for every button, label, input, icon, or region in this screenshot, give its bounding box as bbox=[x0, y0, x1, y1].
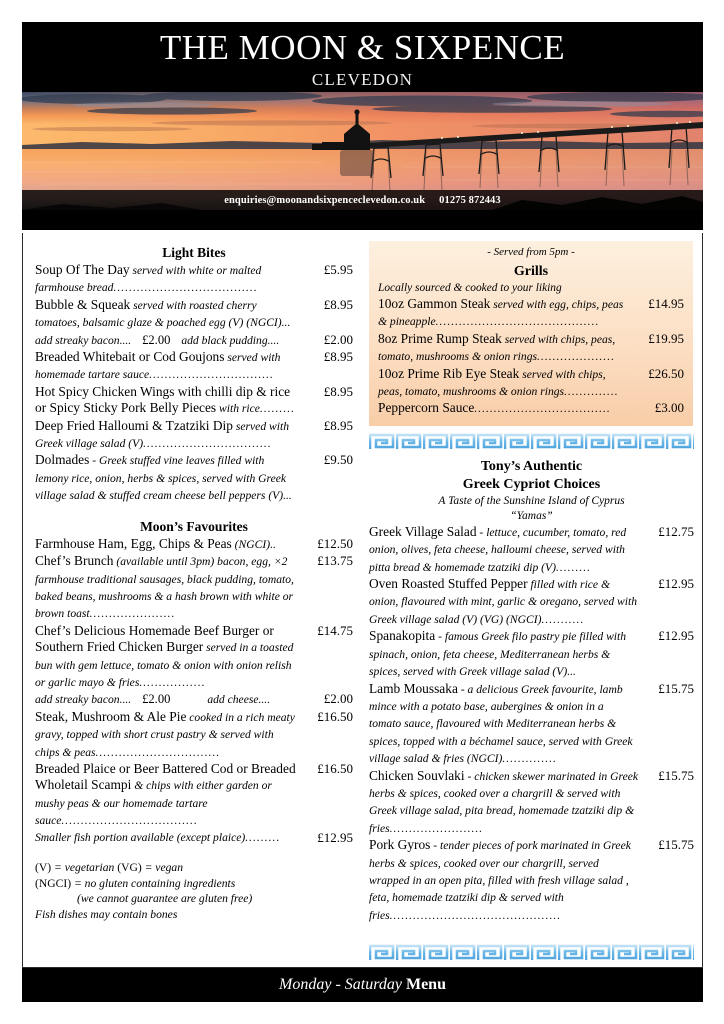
leader-dots: ........... bbox=[541, 612, 585, 626]
item-price: £26.50 bbox=[648, 365, 684, 381]
greek-subtitle-2: “Yamas” bbox=[510, 509, 553, 522]
legend-vg-code: (VG) bbox=[117, 861, 142, 874]
legend-ngci-code: (NGCI) bbox=[35, 876, 72, 890]
menu-item bbox=[369, 837, 694, 924]
item-desc: served with chips, peas, tomato, mushrooms & onion rings bbox=[378, 367, 606, 399]
footer-label: Menu bbox=[405, 976, 446, 993]
item-price: £15.75 bbox=[658, 837, 694, 853]
leader-dots: .......................................... bbox=[435, 315, 600, 329]
item-name: Breaded Plaice or Beer Battered Cod or Breaded Wholetail Scampi bbox=[35, 760, 296, 793]
item-name: Dolmades bbox=[35, 452, 90, 468]
legend-vg-text: = vegan bbox=[141, 861, 183, 874]
item-desc: - tender pieces of pork marinated in Greek herbs & spices, cooked over our chargrill, served wrapped in an open pita, filled with fresh village salad , feta, homemade tzatziki dip & served with fries bbox=[369, 839, 631, 922]
legend-v-text: = vegetarian bbox=[51, 861, 118, 874]
item-desc: - famous Greek filo pastry pie filled with spinach, onion, feta cheese, Mediterranean herbs & spices, served with Greek village salad (V)... bbox=[369, 630, 627, 679]
item-name: Breaded Whitebait or Cod Goujons bbox=[35, 349, 225, 365]
item-name: Soup Of The Day bbox=[35, 262, 130, 277]
contact-bar bbox=[22, 190, 703, 210]
item-price: £12.50 bbox=[317, 535, 353, 551]
greek-key-divider-top bbox=[363, 426, 702, 452]
menu-item bbox=[378, 366, 684, 401]
leader-dots: ......... bbox=[555, 560, 592, 574]
menu-item bbox=[378, 331, 684, 366]
leader-dots: ........................ bbox=[389, 821, 484, 835]
item-desc: & chips with either garden or mushy peas & our homemade tartare sauce bbox=[35, 779, 272, 828]
item-name: Steak, Mushroom & Ale Pie bbox=[35, 708, 187, 724]
item-name: Spanakopita bbox=[369, 628, 436, 644]
menu-item bbox=[369, 628, 694, 680]
item-desc: (available until 3pm) bacon, egg, ×2 farmhouse traditional sausages, black pudding, tomato, baked beans, mushrooms & a hash brown with white or brown toast bbox=[35, 555, 294, 621]
section-heading-grills: Grills bbox=[513, 264, 549, 279]
menu-item bbox=[378, 296, 684, 331]
title-zone bbox=[22, 22, 703, 92]
item-name: Bubble & Squeak bbox=[35, 296, 131, 312]
item-price: £8.95 bbox=[323, 349, 353, 365]
page-subtitle: CLEVEDON bbox=[311, 70, 414, 89]
legend-line-4: Fish dishes may contain bones bbox=[35, 907, 178, 921]
greek-cypriot-section bbox=[363, 452, 702, 924]
item-price: £3.00 bbox=[654, 400, 684, 416]
item-price: £16.50 bbox=[317, 760, 353, 776]
item-desc: served with Greek village salad (V) bbox=[35, 419, 289, 451]
item-name: Deep Fried Halloumi & Tzatziki Dip bbox=[35, 417, 233, 433]
item-name: Greek Village Salad bbox=[369, 523, 477, 539]
addon-bacon-label: add streaky bacon.... bbox=[35, 333, 132, 347]
legend-line-3: (we cannot guarantee are gluten free) bbox=[77, 892, 253, 905]
item-price: £8.95 bbox=[323, 296, 353, 312]
item-desc: (NGCI).. bbox=[231, 537, 276, 551]
menu-item bbox=[35, 297, 353, 349]
item-name: Peppercorn Sauce bbox=[378, 400, 475, 416]
item-price: £14.75 bbox=[317, 622, 353, 638]
menu-item bbox=[35, 418, 353, 453]
smaller-portion-price: £12.95 bbox=[317, 829, 353, 845]
menu-item bbox=[35, 623, 353, 709]
item-desc: with rice bbox=[216, 402, 260, 416]
grills-box bbox=[369, 241, 693, 426]
addon-pudding-label: add black pudding.... bbox=[181, 333, 280, 347]
page-title: THE MOON & SIXPENCE bbox=[159, 28, 566, 67]
item-price: £5.95 bbox=[323, 262, 353, 277]
menu-item bbox=[369, 681, 694, 768]
greek-meander-icon bbox=[369, 943, 694, 961]
leader-dots: ......... bbox=[245, 830, 281, 844]
menu-footer bbox=[22, 968, 703, 1002]
item-name: Pork Gyros bbox=[369, 837, 431, 853]
item-name: 10oz Prime Rib Eye Steak bbox=[378, 365, 520, 381]
contact-phone[interactable]: 01275 872443 bbox=[439, 194, 501, 206]
item-desc: filled with rice & onion, flavoured with mint, garlic & oregano, served with Greek village salad (V) (VG) (NGCI) bbox=[369, 578, 638, 626]
footer-text bbox=[279, 976, 446, 994]
footer-days: Monday - Saturday bbox=[279, 976, 406, 993]
leader-dots: .............. bbox=[502, 752, 557, 766]
item-name: 8oz Prime Rump Steak bbox=[378, 330, 502, 346]
menu-item bbox=[369, 524, 694, 576]
menu-item bbox=[369, 768, 694, 838]
item-desc: served in a toasted bun with gem lettuce, tomato & onion with onion relish or garlic mayo & fries bbox=[35, 641, 294, 689]
right-column bbox=[363, 233, 702, 967]
section-heading-light-bites: Light Bites bbox=[162, 245, 226, 260]
menu-item bbox=[35, 384, 353, 418]
item-price: £9.50 bbox=[323, 452, 353, 468]
item-desc: cooked in a rich meaty gravy, topped with short crust pastry & served with chips & peas bbox=[35, 710, 295, 759]
item-name: Chef’s Brunch bbox=[35, 553, 114, 569]
grills-note: Locally sourced & cooked to your liking bbox=[378, 282, 562, 294]
leader-dots: ................................. bbox=[143, 437, 272, 451]
leader-dots: ................. bbox=[139, 675, 206, 689]
item-desc: - a delicious Greek favourite, lamb mince with a potato base, aubergines & onion in a tomato sauce, flavoured with Mediterranean herbs & spices, topped with a béchamel sauce, served with Greek village salad & fries (NGCI) bbox=[369, 682, 633, 766]
item-desc: served with egg, chips, peas & pineapple bbox=[378, 298, 624, 329]
item-desc: - Greek stuffed vine leaves filled with lemony rice, onion, herbs & spices, served with Greek village salad & stuffed cream cheese bell peppers (V)... bbox=[35, 454, 292, 503]
greek-heading-line1: Tony’s Authentic bbox=[480, 458, 583, 474]
greek-heading-line2: Greek Cypriot Choices bbox=[462, 476, 601, 492]
smaller-portion-note bbox=[35, 830, 353, 846]
menu-item bbox=[369, 576, 694, 628]
leader-dots: ................................... bbox=[61, 814, 198, 828]
item-desc: - lettuce, cucumber, tomato, red onion, olives, feta cheese, halloumi cheese, served with pitta bread & homemade tzatziki dip (V) bbox=[369, 525, 627, 574]
item-price: £16.50 bbox=[317, 708, 353, 724]
item-price: £15.75 bbox=[658, 767, 694, 783]
item-name: Hot Spicy Chicken Wings with chilli dip & rice or Spicy Sticky Pork Belly Pieces bbox=[35, 383, 291, 416]
item-name: 10oz Gammon Steak bbox=[378, 296, 491, 311]
leader-dots: ..................................... bbox=[113, 281, 258, 295]
smaller-portion-label: Smaller fish portion available (except plaice) bbox=[35, 830, 246, 844]
menu-item bbox=[35, 262, 353, 297]
item-name: Lamb Moussaka bbox=[369, 680, 458, 696]
item-desc: served with roasted cherry tomatoes, balsamic glaze & poached egg (V) (NGCI)... bbox=[35, 298, 291, 330]
greek-key-divider-bottom bbox=[369, 943, 694, 961]
addon-cheese-price: £2.00 bbox=[323, 691, 353, 707]
item-addons bbox=[35, 332, 353, 349]
item-price: £12.75 bbox=[658, 523, 694, 539]
leader-dots: ............................................ bbox=[389, 908, 562, 922]
greek-meander-icon bbox=[369, 432, 694, 450]
legend-v-code: (V) bbox=[35, 861, 52, 874]
menu-header bbox=[22, 22, 703, 230]
addon-bacon-label: add streaky bacon.... bbox=[35, 693, 132, 707]
leader-dots: ...................... bbox=[89, 607, 176, 621]
item-price: £13.75 bbox=[317, 553, 353, 569]
legend-ngci-text: = no gluten containing ingredients bbox=[71, 876, 236, 890]
menu-item bbox=[378, 400, 684, 417]
item-price: £8.95 bbox=[323, 417, 353, 433]
item-price: £19.95 bbox=[648, 330, 684, 346]
item-name: Chef’s Delicious Homemade Beef Burger or Southern Fried Chicken Burger bbox=[35, 622, 274, 655]
section-heading-moons-favourites: Moon’s Favourites bbox=[140, 518, 248, 534]
addon-cheese-label: add cheese.... bbox=[207, 693, 271, 707]
item-desc: served with homemade tartare sauce bbox=[35, 351, 281, 382]
item-name: Farmhouse Ham, Egg, Chips & Peas bbox=[35, 535, 232, 551]
item-price: £12.95 bbox=[658, 628, 694, 644]
hero-image bbox=[22, 92, 703, 210]
leader-dots: .............. bbox=[564, 385, 619, 399]
addon-bacon-price: £2.00 bbox=[142, 332, 171, 347]
leader-dots: ................................... bbox=[474, 402, 611, 416]
item-price: £15.75 bbox=[658, 680, 694, 696]
addon-pudding-price: £2.00 bbox=[323, 331, 353, 347]
leader-dots: ................................ bbox=[95, 745, 221, 759]
menu-item bbox=[35, 349, 353, 384]
item-price: £14.95 bbox=[648, 296, 684, 311]
leader-dots: ......... bbox=[259, 402, 296, 416]
menu-item bbox=[35, 452, 353, 504]
item-price: £8.95 bbox=[323, 383, 353, 399]
grills-served-from: - Served from 5pm - bbox=[487, 246, 575, 258]
item-name: Chicken Souvlaki bbox=[369, 767, 465, 783]
leader-dots: .................... bbox=[537, 350, 615, 364]
item-price: £12.95 bbox=[658, 576, 694, 592]
dietary-legend bbox=[35, 860, 353, 922]
menu-item bbox=[35, 536, 353, 553]
addon-bacon-price: £2.00 bbox=[142, 692, 171, 707]
left-column bbox=[23, 233, 363, 967]
item-desc: served with white or malted farmhouse bread bbox=[35, 264, 262, 295]
item-desc: served with chips, peas, tomato, mushrooms & onion rings bbox=[378, 332, 616, 364]
leader-dots: ................................ bbox=[149, 368, 274, 382]
contact-email[interactable]: enquiries@moonandsixpenceclevedon.co.uk bbox=[224, 194, 426, 206]
item-desc: - chicken skewer marinated in Greek herbs & spices, cooked over a chargrill & served with Greek village salad, pita bread, homemade tzatziki dip & fries bbox=[369, 769, 639, 835]
menu-item bbox=[35, 761, 353, 846]
item-name: Oven Roasted Stuffed Pepper bbox=[369, 576, 528, 592]
item-addons bbox=[35, 691, 353, 708]
legend-line-2 bbox=[35, 876, 353, 892]
menu-item bbox=[35, 553, 353, 623]
menu-item bbox=[35, 709, 353, 761]
menu-body bbox=[22, 233, 703, 968]
legend-line-1 bbox=[35, 860, 353, 876]
greek-subtitle-1: A Taste of the Sunshine Island of Cyprus bbox=[438, 494, 625, 507]
